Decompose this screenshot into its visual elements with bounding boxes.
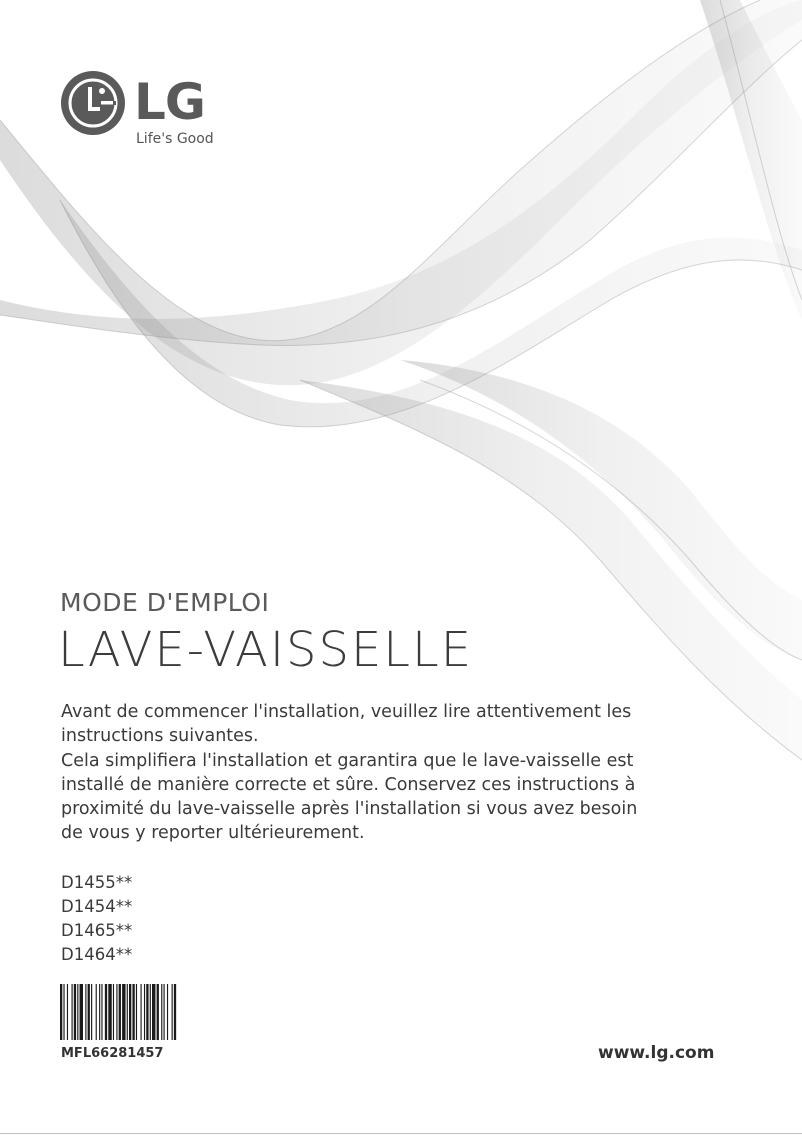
bottom-divider — [0, 1133, 802, 1134]
barcode-bar — [132, 984, 134, 1040]
barcode-bar — [167, 984, 168, 1040]
barcode-bar — [80, 984, 83, 1040]
barcode-bar — [67, 984, 68, 1040]
product-title: LAVE-VAISSELLE — [58, 622, 474, 678]
intro-paragraph — [61, 700, 721, 846]
barcode-bar — [74, 984, 76, 1040]
intro-line: Cela simplifiera l'installation et garantira que le lave-vaisselle est — [61, 750, 634, 771]
barcode-bar — [161, 984, 162, 1040]
barcode-bar — [77, 984, 78, 1040]
barcode-bar — [172, 984, 173, 1040]
barcode-bar — [146, 984, 148, 1040]
model-number: D1455** — [61, 873, 133, 892]
barcode-bar — [85, 984, 86, 1040]
barcode-bar — [108, 984, 111, 1040]
barcode-bar — [152, 984, 155, 1040]
brand-tagline: Life's Good — [136, 131, 214, 147]
intro-line: installé de manière correcte et sûre. Conservez ces instructions à — [61, 774, 636, 795]
barcode-bar — [136, 984, 137, 1040]
intro-line: de vous y reporter ultérieurement. — [61, 823, 365, 844]
intro-line: Avant de commencer l'installation, veuillez lire attentivement les — [61, 702, 632, 722]
barcode-bar — [99, 984, 100, 1040]
lg-face-logo-icon — [60, 70, 126, 136]
barcode-bar — [127, 984, 128, 1040]
barcode-bar — [63, 984, 64, 1040]
barcode — [60, 984, 248, 1040]
model-list — [61, 871, 132, 967]
model-number: D1465** — [61, 921, 133, 940]
barcode-bar — [150, 984, 151, 1040]
barcode-bar — [91, 984, 92, 1040]
document-type-heading: MODE D'EMPLOI — [60, 588, 270, 617]
model-number: D1454** — [61, 897, 133, 916]
model-number: D1464** — [61, 945, 133, 964]
barcode-bar — [164, 984, 165, 1040]
intro-line: instructions suivantes. — [61, 726, 259, 747]
barcode-bar — [157, 984, 159, 1040]
barcode-bar — [96, 984, 97, 1040]
barcode-bar — [144, 984, 145, 1040]
barcode-bar — [141, 984, 142, 1040]
barcode-bar — [119, 984, 121, 1040]
barcode-bar — [122, 984, 125, 1040]
barcode-bar — [88, 984, 90, 1040]
lg-logo — [60, 70, 230, 150]
barcode-bar — [129, 984, 131, 1040]
intro-line: proximité du lave-vaisselle après l'installation si vous avez besoin — [61, 799, 638, 820]
lg-wordmark: LG — [134, 73, 205, 131]
website-url: www.lg.com — [598, 1043, 715, 1063]
barcode-bar — [116, 984, 117, 1040]
part-number: MFL66281457 — [61, 1046, 164, 1061]
barcode-bar — [113, 984, 114, 1040]
barcode-bar — [174, 984, 176, 1040]
barcode-bar — [60, 984, 62, 1040]
barcode-bar — [72, 984, 73, 1040]
barcode-bar — [101, 984, 102, 1040]
barcode-bar — [105, 984, 107, 1040]
